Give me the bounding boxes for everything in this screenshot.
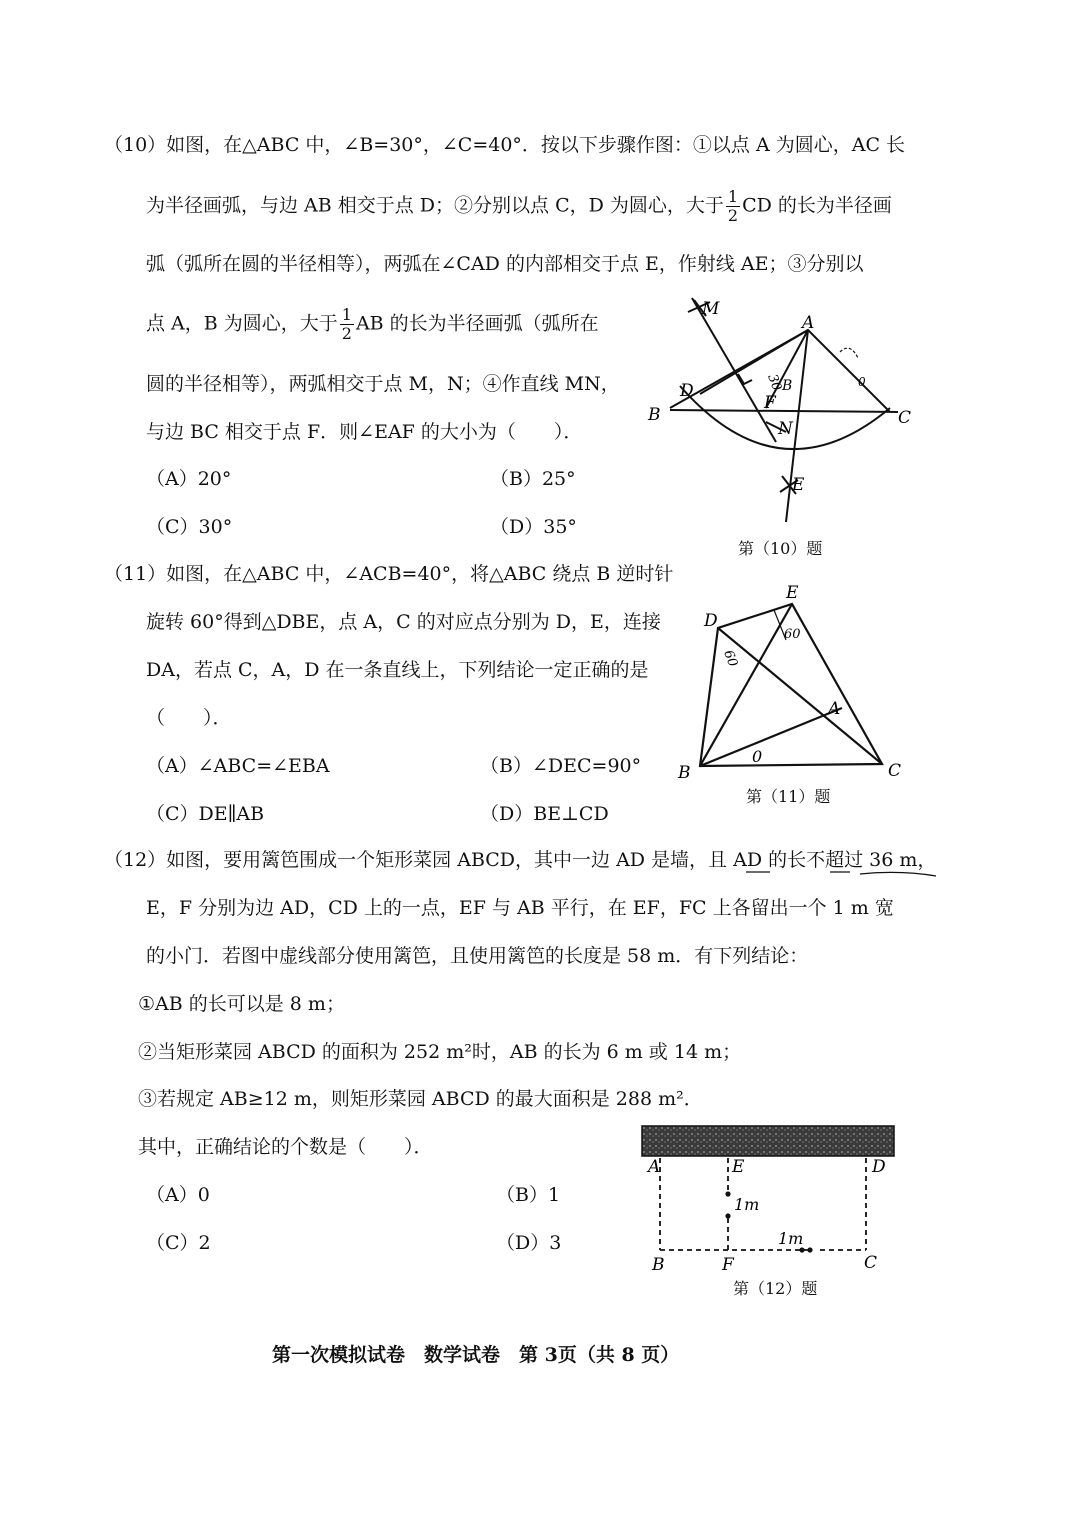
q11-option-b: （B）∠DEC=90°: [480, 755, 642, 777]
q11-label-a: A: [828, 699, 841, 719]
q10-option-b: （B）25°: [490, 468, 576, 490]
q12-label-a: A: [648, 1157, 661, 1177]
q12-line-3: 的小门．若图中虚线部分使用篱笆，且使用篱笆的长度是 58 m．有下列结论：: [146, 945, 809, 967]
q10-label-d: D: [680, 381, 694, 401]
q11-line-3: DA，若点 C，A，D 在一条直线上，下列结论一定正确的是: [146, 659, 649, 681]
page-footer: 第一次模拟试卷 数学试卷 第 3页（共 8 页）: [272, 1344, 680, 1366]
q10-frac1-den: 2: [727, 206, 739, 225]
q10-line-1: （10）如图，在△ABC 中，∠B=30°，∠C=40°．按以下步骤作图：①以点 A 为圆心，AC 长: [104, 134, 906, 156]
q10-frac2-den: 2: [341, 324, 352, 343]
q11-option-d: （D）BE⊥CD: [480, 803, 609, 825]
q10-label-f: F: [764, 393, 776, 413]
q10-label-a: A: [802, 313, 815, 333]
q12-gate1-post-top: [725, 1191, 730, 1196]
q10-fraction-2: [340, 306, 354, 343]
q10-label-b: B: [648, 405, 661, 425]
q10-frac1-num: 1: [727, 187, 739, 206]
q10-option-a: （A）20°: [146, 468, 232, 490]
q10-label-m: M: [702, 299, 720, 319]
q12-label-b: B: [652, 1255, 665, 1275]
q10-handwritten-30: 30: [764, 372, 784, 393]
q12-handwritten-underline: [740, 868, 940, 880]
q10-line-2b: CD 的长为半径画: [742, 194, 892, 217]
q10-caption: 第（10）题: [738, 539, 823, 558]
q11-line-2: 旋转 60°得到△DBE，点 A，C 的对应点分别为 D，E，连接: [146, 611, 661, 633]
q12-line-2: E，F 分别为边 AD，CD 上的一点，EF 与 AB 平行，在 EF，FC 上各留出一个 1 m 宽: [146, 897, 894, 919]
q12-statement-3: ③若规定 AB≥12 m，则矩形菜园 ABCD 的最大面积是 288 m²．: [138, 1088, 703, 1110]
q10-label-c: C: [898, 408, 912, 428]
q11-handwritten-60-left: 60: [720, 648, 740, 669]
q10-line-4b: AB 的长为半径画弧（弧所在: [355, 312, 599, 335]
q12-option-b: （B）1: [496, 1184, 561, 1206]
q10-fraction-1: [726, 188, 740, 225]
q11-label-b: B: [678, 763, 691, 780]
q11-handwritten-60-top: 60: [784, 627, 801, 642]
q12-gate2-post-left-2: [799, 1247, 804, 1252]
q12-label-e: E: [732, 1157, 745, 1177]
q11-option-a: （A）∠ABC=∠EBA: [146, 755, 330, 777]
q12-label-c: C: [864, 1253, 878, 1273]
q12-caption: 第（12）题: [733, 1279, 818, 1298]
q11-caption: 第（11）题: [746, 787, 831, 806]
q12-statement-2: ②当矩形菜园 ABCD 的面积为 252 m²时，AB 的长为 6 m 或 14 m；: [138, 1041, 742, 1063]
q10-line-6: 与边 BC 相交于点 F．则∠EAF 的大小为（ ）．: [146, 421, 583, 443]
q10-line-4: [146, 306, 599, 343]
q10-line-4a: 点 A，B 为圆心，大于: [146, 312, 338, 335]
q12-option-d: （D）3: [496, 1232, 562, 1254]
q12-label-f: F: [722, 1255, 734, 1275]
q10-line-2: [146, 188, 892, 225]
q10-label-n: N: [778, 419, 793, 439]
q11-figure: [670, 580, 910, 780]
q11-line-4: （ ）．: [146, 707, 232, 729]
q12-gate1-width: 1m: [734, 1195, 760, 1214]
q11-segment-ba: [700, 708, 842, 766]
q12-line-4: 其中，正确结论的个数是（ ）．: [138, 1136, 433, 1158]
q10-option-d: （D）35°: [490, 516, 577, 538]
q12-option-c: （C）2: [146, 1232, 211, 1254]
q10-handwritten-b: B: [782, 378, 793, 394]
q10-line-3: 弧（弧所在圆的半径相等），两弧在∠CAD 的内部相交于点 E，作射线 AE；③分别以: [146, 253, 864, 275]
q11-label-d: D: [704, 611, 718, 631]
q11-option-c: （C）DE∥AB: [146, 803, 265, 825]
q11-line-1: （11）如图，在△ABC 中，∠ACB=40°，将△ABC 绕点 B 逆时针: [104, 563, 674, 585]
q10-figure: [640, 290, 930, 530]
q10-handwritten-0: 0: [858, 375, 866, 389]
q10-triangle-sides: [670, 330, 890, 412]
q10-line-5: 圆的半径相等），两弧相交于点 M，N；④作直线 MN，: [146, 373, 620, 395]
q12-gate2-post-left: [807, 1247, 812, 1252]
q11-label-c: C: [888, 761, 902, 780]
q12-statement-1: ①AB 的长可以是 8 m；: [138, 993, 345, 1015]
q10-line-2a: 为半径画弧，与边 AB 相交于点 D；②分别以点 C，D 为圆心，大于: [146, 194, 724, 217]
q10-arc: [680, 386, 890, 449]
q12-line-1: （12）如图，要用篱笆围成一个矩形菜园 ABCD，其中一边 AD 是墙，且 AD 的长不超过 36 m，: [104, 849, 937, 871]
q12-label-d: D: [872, 1157, 886, 1177]
q10-line-mn: [692, 298, 776, 442]
q11-segment-dc: [718, 628, 882, 764]
q11-handwritten-0: 0: [752, 747, 763, 766]
q12-option-a: （A）0: [146, 1184, 210, 1206]
q12-gate2-width: 1m: [778, 1229, 804, 1248]
q12-gate1-post-bottom: [725, 1213, 730, 1218]
q12-figure: [636, 1120, 906, 1280]
q10-label-e: E: [792, 475, 805, 495]
q12-wall: [642, 1126, 894, 1156]
q10-option-c: （C）30°: [146, 516, 233, 538]
q11-label-e: E: [786, 583, 799, 603]
q10-frac2-num: 1: [341, 305, 352, 324]
